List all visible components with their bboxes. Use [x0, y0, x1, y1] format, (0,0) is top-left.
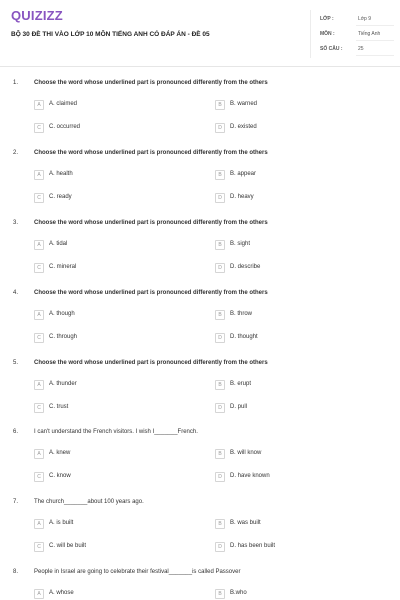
document-title: BỘ 30 ĐỀ THI VÀO LỚP 10 MÔN TIẾNG ANH CÓ ĐÁP ÁN - ĐỀ 05	[11, 31, 210, 38]
option-letter-badge: B	[215, 449, 225, 459]
question-number: 3.	[13, 220, 19, 226]
option-text: C. trust	[49, 404, 69, 410]
option-letter-badge: A	[34, 100, 44, 110]
option-letter-badge: D	[215, 193, 225, 203]
option-text: A. is built	[49, 520, 74, 526]
option-text: B. will know	[230, 450, 262, 456]
option-text: D. thought	[230, 334, 258, 340]
option-letter-badge: C	[34, 193, 44, 203]
option-text: C. know	[49, 473, 71, 479]
option-text: A. tidal	[49, 241, 68, 247]
question-number: 8.	[13, 569, 19, 575]
question-text: Choose the word whose underlined part is pronounced differently from the others	[34, 290, 268, 296]
option-text: A. claimed	[49, 101, 78, 107]
option-text: A. though	[49, 311, 75, 317]
option-text: A. health	[49, 171, 73, 177]
option-letter-badge: B	[215, 240, 225, 250]
question-8	[0, 569, 400, 600]
option-letter-badge: C	[34, 542, 44, 552]
question-6	[0, 429, 400, 499]
option-letter-badge: A	[34, 519, 44, 529]
option-letter-badge: B	[215, 380, 225, 390]
option-letter-badge: A	[34, 449, 44, 459]
option-text: D. has been built	[230, 543, 276, 549]
option-letter-badge: C	[34, 263, 44, 273]
info-row-count	[320, 46, 392, 58]
info-underline	[356, 55, 394, 56]
info-label: MÔN :	[320, 31, 335, 37]
info-box	[310, 10, 390, 58]
question-text: Choose the word whose underlined part is pronounced differently from the others	[34, 80, 268, 86]
question-text: People in Israel are going to celebrate their festival_______is called Passover	[34, 569, 241, 575]
option-letter-badge: C	[34, 333, 44, 343]
question-4	[0, 290, 400, 360]
option-text: B. throw	[230, 311, 253, 317]
option-text: B. appear	[230, 171, 257, 177]
option-letter-badge: C	[34, 472, 44, 482]
question-number: 2.	[13, 150, 19, 156]
option-text: D. heavy	[230, 194, 254, 200]
info-underline	[356, 25, 394, 26]
option-text: C. ready	[49, 194, 72, 200]
option-letter-badge: B	[215, 170, 225, 180]
question-5	[0, 360, 400, 430]
question-text: Choose the word whose underlined part is pronounced differently from the others	[34, 220, 268, 226]
option-letter-badge: A	[34, 380, 44, 390]
option-text: C. through	[49, 334, 78, 340]
question-text: Choose the word whose underlined part is pronounced differently from the others	[34, 150, 268, 156]
option-text: A. thunder	[49, 381, 77, 387]
question-text: I can't understand the French visitors. I wish I_______French.	[34, 429, 198, 435]
question-2	[0, 150, 400, 220]
option-letter-badge: D	[215, 542, 225, 552]
option-letter-badge: D	[215, 333, 225, 343]
option-text: D. pull	[230, 404, 248, 410]
question-3	[0, 220, 400, 290]
option-text: B. warned	[230, 101, 258, 107]
option-letter-badge: C	[34, 403, 44, 413]
option-letter-badge: D	[215, 403, 225, 413]
option-text: C. mineral	[49, 264, 77, 270]
info-underline	[356, 40, 394, 41]
option-letter-badge: C	[34, 123, 44, 133]
question-1	[0, 80, 400, 150]
info-value: 25	[358, 46, 364, 52]
option-text: B. was built	[230, 520, 261, 526]
info-label: LỚP :	[320, 16, 334, 22]
option-letter-badge: A	[34, 310, 44, 320]
question-text: Choose the word whose underlined part is pronounced differently from the others	[34, 360, 268, 366]
option-text: B. erupt	[230, 381, 252, 387]
question-number: 6.	[13, 429, 19, 435]
option-letter-badge: A	[34, 589, 44, 599]
info-label: SỐ CÂU :	[320, 46, 343, 52]
option-letter-badge: B	[215, 100, 225, 110]
question-number: 4.	[13, 290, 19, 296]
option-text: D. have known	[230, 473, 270, 479]
info-value: Tiếng Anh	[358, 31, 381, 37]
option-text: D. existed	[230, 124, 257, 130]
question-7	[0, 499, 400, 569]
option-letter-badge: D	[215, 472, 225, 482]
option-letter-badge: A	[34, 170, 44, 180]
option-text: A. knew	[49, 450, 71, 456]
option-text: C. occurred	[49, 124, 81, 130]
option-text: B. sight	[230, 241, 251, 247]
question-number: 7.	[13, 499, 19, 505]
option-letter-badge: D	[215, 123, 225, 133]
option-letter-badge: B	[215, 589, 225, 599]
worksheet-header	[0, 0, 400, 67]
option-text: C. will be built	[49, 543, 87, 549]
option-letter-badge: B	[215, 519, 225, 529]
quizizz-logo: QUIZIZZ	[11, 8, 63, 23]
question-text: The church_______about 100 years ago.	[34, 499, 144, 505]
question-number: 1.	[13, 80, 19, 86]
info-row-class	[320, 16, 392, 28]
option-letter-badge: D	[215, 263, 225, 273]
option-letter-badge: A	[34, 240, 44, 250]
info-value: Lớp 9	[358, 16, 372, 22]
option-text: B.who	[230, 590, 247, 596]
option-letter-badge: B	[215, 310, 225, 320]
option-text: A. whose	[49, 590, 74, 596]
option-text: D. describe	[230, 264, 261, 270]
info-row-subject	[320, 31, 392, 43]
question-number: 5.	[13, 360, 19, 366]
